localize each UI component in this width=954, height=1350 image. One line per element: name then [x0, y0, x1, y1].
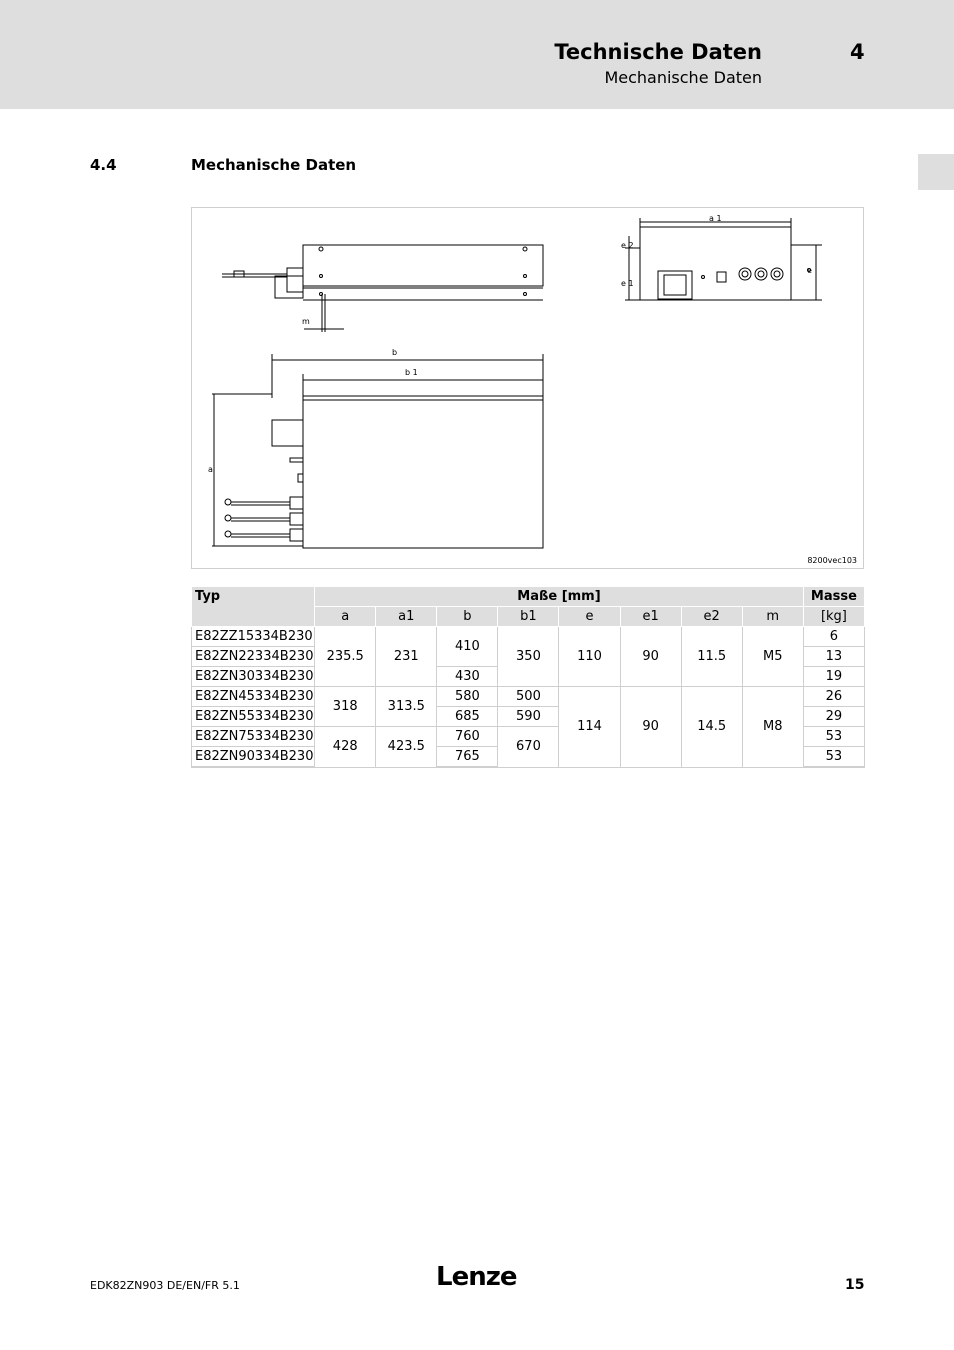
- cell-a1: 231: [376, 627, 437, 687]
- drawing-svg: [192, 208, 863, 568]
- cell-typ: E82ZN30334B230: [192, 667, 315, 687]
- cell-e: 110: [559, 627, 620, 687]
- cell-m: M8: [742, 687, 803, 768]
- cell-mass: 29: [803, 707, 864, 727]
- cell-b: 765: [437, 747, 498, 768]
- cell-b: 410: [437, 627, 498, 667]
- cell-b1: 500: [498, 687, 559, 707]
- dim-label-e1: e 1: [621, 279, 634, 288]
- cell-e1: 90: [620, 687, 681, 768]
- table-row: [192, 627, 865, 647]
- cell-b1: 350: [498, 627, 559, 687]
- cell-e: 114: [559, 687, 620, 768]
- chapter-title: Technische Daten: [554, 40, 762, 64]
- cell-mass: 6: [803, 627, 864, 647]
- cell-e2: 14.5: [681, 687, 742, 768]
- cell-typ: E82ZN45334B230: [192, 687, 315, 707]
- lenze-logo: Lenze: [436, 1262, 517, 1292]
- header-col-a1: a1: [376, 607, 437, 627]
- cell-a1: 313.5: [376, 687, 437, 727]
- dim-label-m: m: [302, 317, 310, 326]
- section-number: 4.4: [90, 156, 117, 174]
- header-mass-unit: [kg]: [803, 607, 864, 627]
- cell-a1: 423.5: [376, 727, 437, 768]
- header-band: [0, 0, 954, 109]
- table-row: [192, 687, 865, 707]
- cell-e2: 11.5: [681, 627, 742, 687]
- cell-mass: 53: [803, 747, 864, 768]
- dimension-drawing: [191, 207, 864, 569]
- cell-a: 318: [315, 687, 376, 727]
- chapter-number: 4: [850, 40, 865, 64]
- cell-m: M5: [742, 627, 803, 687]
- cell-b1: 590: [498, 707, 559, 727]
- cell-b1: 670: [498, 727, 559, 768]
- footer-doc-id: EDK82ZN903 DE/EN/FR 5.1: [90, 1279, 240, 1292]
- page-number: 15: [845, 1277, 865, 1293]
- header-col-m: m: [742, 607, 803, 627]
- header-col-b: b: [437, 607, 498, 627]
- cell-mass: 13: [803, 647, 864, 667]
- dim-label-b1: b 1: [405, 368, 418, 377]
- header-col-e: e: [559, 607, 620, 627]
- section-title: Mechanische Daten: [191, 156, 357, 174]
- cell-mass: 53: [803, 727, 864, 747]
- cell-e1: 90: [620, 627, 681, 687]
- figure-label: 8200vec103: [807, 556, 857, 565]
- cell-a: 428: [315, 727, 376, 768]
- dim-label-a: a: [208, 465, 213, 474]
- header-col-e2: e2: [681, 607, 742, 627]
- cell-b: 430: [437, 667, 498, 687]
- header-col-e1: e1: [620, 607, 681, 627]
- header-typ: Typ: [192, 587, 315, 627]
- dim-label-b: b: [392, 348, 398, 357]
- cell-typ: E82ZZ15334B230: [192, 627, 315, 647]
- cell-typ: E82ZN55334B230: [192, 707, 315, 727]
- cell-typ: E82ZN75334B230: [192, 727, 315, 747]
- cell-b: 685: [437, 707, 498, 727]
- dimensions-table: [191, 586, 865, 768]
- cell-typ: E82ZN90334B230: [192, 747, 315, 768]
- cell-a: 235.5: [315, 627, 376, 687]
- dim-label-e2: e 2: [621, 241, 634, 250]
- cell-b: 580: [437, 687, 498, 707]
- chapter-subtitle: Mechanische Daten: [604, 68, 762, 87]
- header-col-b1: b1: [498, 607, 559, 627]
- cell-b: 760: [437, 727, 498, 747]
- cell-mass: 19: [803, 667, 864, 687]
- dim-label-a1: a 1: [709, 214, 722, 223]
- header-dimensions: Maße [mm]: [315, 587, 804, 607]
- cell-mass: 26: [803, 687, 864, 707]
- header-col-a: a: [315, 607, 376, 627]
- header-mass: Masse: [803, 587, 864, 607]
- dim-label-e: e: [807, 266, 812, 275]
- side-tab-marker: [918, 154, 954, 190]
- cell-typ: E82ZN22334B230: [192, 647, 315, 667]
